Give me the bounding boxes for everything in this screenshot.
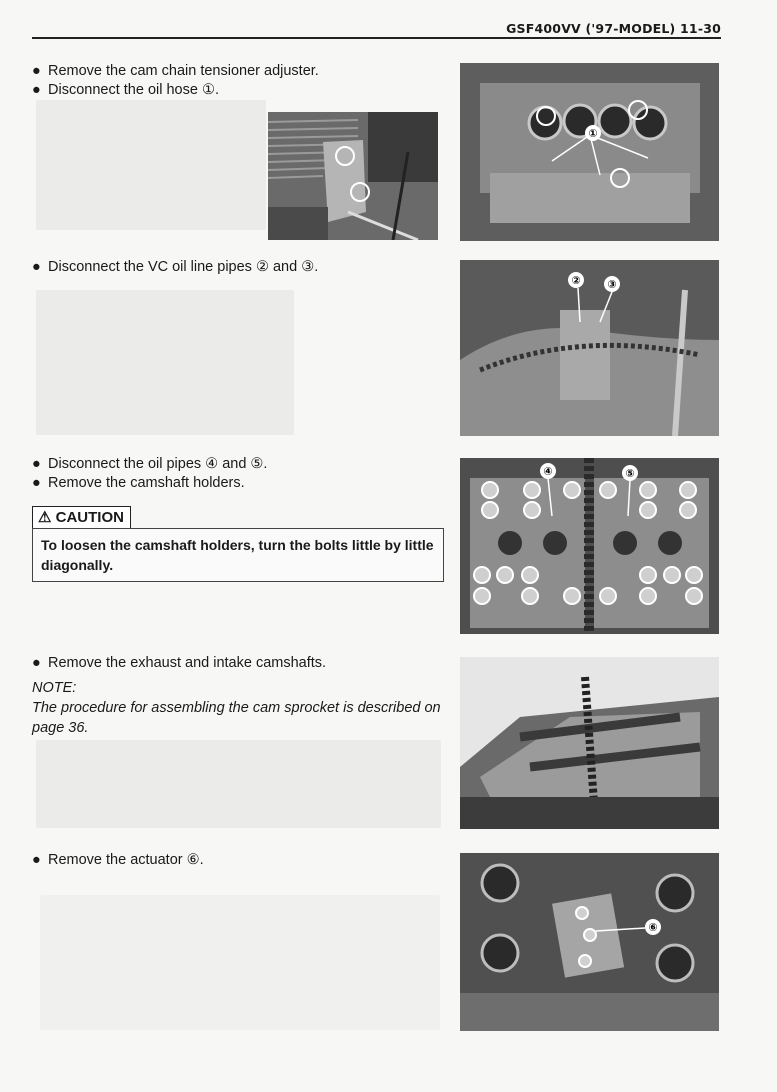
step-item: ● Disconnect the oil hose ①.: [32, 82, 219, 98]
figure-callout: ④: [543, 465, 553, 478]
caution-text: To loosen the camshaft holders, turn the bolts little by little diagonally.: [32, 528, 444, 582]
step-item: ● Remove the cam chain tensioner adjuster.: [32, 63, 319, 79]
photo-vc-oil-pipes: [460, 260, 719, 436]
bleed-through-shadow: [36, 100, 266, 230]
bleed-through-shadow: [36, 740, 441, 828]
figure-callout: ②: [571, 274, 581, 287]
step-item: ● Disconnect the oil pipes ④ and ⑤.: [32, 456, 268, 472]
photo-tensioner: [268, 112, 438, 240]
bleed-through-shadow: [40, 895, 440, 1030]
step-item: ● Remove the actuator ⑥.: [32, 852, 204, 868]
figure-callout: ⑤: [625, 467, 635, 480]
page-header: GSF400VV ('97-MODEL) 11-30: [506, 21, 721, 36]
step-item: ● Remove the camshaft holders.: [32, 475, 245, 491]
header-rule: [32, 37, 721, 39]
caution-label: ⚠ CAUTION: [32, 506, 131, 529]
note-label: NOTE:: [32, 680, 77, 696]
photo-cylinder-head-1: [460, 63, 719, 241]
step-item: ● Disconnect the VC oil line pipes ② and ③.: [32, 259, 319, 275]
step-item: ● Remove the exhaust and intake camshafts.: [32, 655, 327, 671]
photo-camshafts: [460, 657, 719, 829]
figure-callout: ①: [588, 127, 598, 140]
figure-callout: ⑥: [648, 921, 658, 934]
note-text: The procedure for assembling the cam sprocket is described on page 36.: [32, 700, 441, 736]
photo-actuator: [460, 853, 719, 1031]
bleed-through-shadow: [36, 290, 294, 435]
photo-camshaft-holders: [460, 458, 719, 634]
figure-callout: ③: [607, 278, 617, 291]
